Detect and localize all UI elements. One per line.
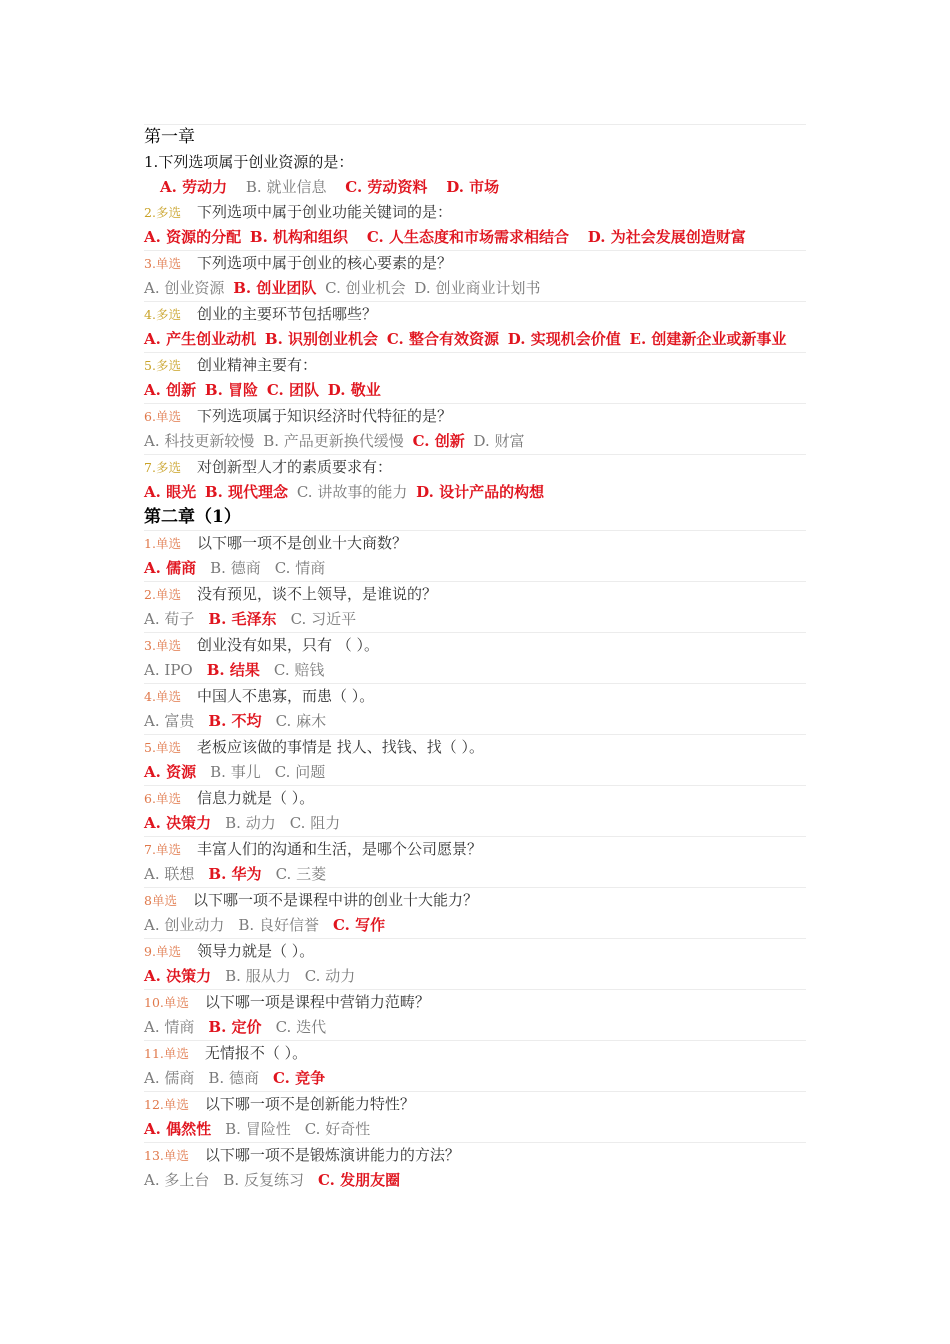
answer-line [144, 811, 806, 837]
question-text: 以下哪一项不是课程中讲的创业十大能力？ [192, 891, 478, 909]
chapter-title: 第一章 [144, 127, 195, 147]
question-number: 2. [144, 587, 156, 602]
answer-line [144, 480, 806, 505]
question-text: 丰富人们的沟通和生活，是哪个公司愿景？ [196, 840, 482, 858]
answer-option: B. 就业信息 [245, 178, 327, 196]
question-number: 12. [144, 1097, 164, 1112]
question-text: 对创新型人才的素质要求有： [196, 458, 392, 476]
question-type-badge: 单选 [155, 256, 181, 271]
answer-option: C. 习近平 [290, 610, 357, 628]
question-number: 1. [144, 153, 159, 171]
answer-option: A. 儒商 [144, 1069, 195, 1087]
answer-option: B. 德商 [208, 1069, 259, 1087]
answer-option: C. 创新 [412, 432, 465, 450]
answer-option: C. 赔钱 [273, 661, 325, 679]
answer-option: B. 毛泽东 [208, 610, 277, 628]
question-line [144, 251, 806, 276]
question-text: 创业精神主要有： [196, 356, 317, 374]
question-line [144, 582, 806, 607]
question-text: 以下哪一项不是创新能力特性？ [204, 1095, 415, 1113]
answer-line [144, 913, 806, 939]
question-text: 以下哪一项是课程中营销力范畴？ [204, 993, 430, 1011]
answer-option: A. 决策力 [144, 814, 212, 832]
answer-option: A. 创新 [144, 381, 197, 399]
question-type-badge: 单选 [163, 1046, 189, 1061]
question-type-badge: 单选 [155, 409, 181, 424]
question-type-badge: 多选 [155, 358, 181, 373]
question-line [144, 837, 806, 862]
answer-option: B. 服从力 [225, 967, 291, 985]
answer-option: C. 阻力 [289, 814, 341, 832]
question-line [144, 633, 806, 658]
chapter-title: 第二章（1） [144, 505, 806, 531]
question-line [144, 404, 806, 429]
answer-option: B. 定价 [208, 1018, 262, 1036]
question-number: 5. [144, 740, 156, 755]
answer-option: C. 情商 [274, 559, 326, 577]
chapter-2-questions [144, 531, 806, 1193]
question-line [144, 302, 806, 327]
answer-option: B. 良好信誉 [238, 916, 319, 934]
answer-option: C. 三菱 [275, 865, 327, 883]
question-type-badge: 单选 [155, 689, 181, 704]
answer-option: A. 劳动力 [160, 178, 228, 196]
answer-option: B. 现代理念 [204, 483, 289, 501]
question-text: 没有预见，谈不上领导，是谁说的？ [196, 585, 437, 603]
question-line [144, 888, 806, 913]
answer-option: C. 竞争 [273, 1069, 326, 1087]
answer-option: C. 创业机会 [325, 279, 406, 297]
answer-option: C. 问题 [274, 763, 326, 781]
question-number: 6. [144, 409, 156, 424]
answer-line [144, 607, 806, 633]
question-type-badge: 单选 [163, 995, 189, 1010]
answer-option: D. 设计产品的构想 [416, 483, 545, 501]
question-text: 下列选项属于知识经济时代特征的是？ [196, 407, 452, 425]
answer-option: B. 不均 [208, 712, 262, 730]
answer-option: B. 识别创业机会 [264, 330, 379, 348]
answer-option: B. 事儿 [210, 763, 261, 781]
question-number: 8 [144, 893, 152, 908]
question-type-badge: 多选 [155, 460, 181, 475]
question-line [144, 1041, 806, 1066]
question-text: 创业没有如果，只有 （ ）。 [196, 636, 379, 654]
answer-option: B. 产品更新换代缓慢 [263, 432, 404, 450]
question-number: 3. [144, 256, 156, 271]
answer-line [144, 429, 806, 455]
question-line [144, 455, 806, 480]
answer-line [144, 276, 806, 302]
answer-line [144, 1066, 806, 1092]
answer-option: C. 发朋友圈 [318, 1171, 401, 1189]
question-text: 下列选项中属于创业功能关键词的是： [196, 203, 452, 221]
answer-option: A. 富贵 [144, 712, 195, 730]
question-line [144, 531, 806, 556]
answer-option: B. 华为 [208, 865, 262, 883]
answer-option: A. 眼光 [144, 483, 197, 501]
answer-option: A. 创业资源 [144, 279, 225, 297]
question-number: 5. [144, 358, 156, 373]
answer-option: B. 结果 [206, 661, 260, 679]
question-line [144, 1143, 806, 1168]
answer-option: A. IPO [144, 661, 193, 679]
question-number: 9. [144, 944, 156, 959]
question-type-badge: 单选 [155, 638, 181, 653]
answer-option: B. 机构和组织 [249, 228, 349, 246]
question-type-badge: 单选 [155, 587, 181, 602]
question-line [144, 200, 806, 225]
answer-option: A. 偶然性 [144, 1120, 212, 1138]
answer-option: D. 创业商业计划书 [414, 279, 541, 297]
question-text: 以下哪一项不是锻炼演讲能力的方法？ [204, 1146, 460, 1164]
answer-option: C. 迭代 [275, 1018, 327, 1036]
answer-option: B. 德商 [210, 559, 261, 577]
answer-option: A. 科技更新较慢 [144, 432, 255, 450]
answer-option: A. 决策力 [144, 967, 212, 985]
answer-line [144, 225, 806, 251]
answer-option: A. 多上台 [144, 1171, 210, 1189]
question-number: 2. [144, 205, 156, 220]
answer-option: D. 敬业 [327, 381, 381, 399]
answer-option: B. 冒险 [204, 381, 259, 399]
question-text: 下列选项中属于创业的核心要素的是？ [196, 254, 452, 272]
answer-line [144, 175, 806, 200]
answer-option: C. 人生态度和市场需求相结合 [366, 228, 569, 246]
answer-line [144, 1015, 806, 1041]
answer-option: C. 整合有效资源 [386, 330, 499, 348]
question-number: 3. [144, 638, 156, 653]
answer-line [144, 709, 806, 735]
document-body [144, 124, 806, 1193]
question-number: 11. [144, 1046, 164, 1061]
question-line [144, 786, 806, 811]
answer-line [144, 862, 806, 888]
question-type-badge: 单选 [155, 740, 181, 755]
question-text: 创业的主要环节包括哪些？ [196, 305, 377, 323]
answer-line [144, 1117, 806, 1143]
answer-option: C. 团队 [266, 381, 319, 399]
question-type-badge: 单选 [163, 1097, 189, 1112]
question-number: 10. [144, 995, 164, 1010]
answer-option: C. 好奇性 [304, 1120, 371, 1138]
answer-option: D. 实现机会价值 [507, 330, 621, 348]
answer-option: A. 资源 [144, 763, 197, 781]
answer-option: C. 讲故事的能力 [296, 483, 408, 501]
question-number: 7. [144, 842, 156, 857]
answer-option: E. 创建新企业或新事业 [629, 330, 787, 348]
answer-line [144, 327, 806, 353]
answer-option: A. 情商 [144, 1018, 195, 1036]
question-text: 信息力就是（ ）。 [196, 789, 315, 807]
question-type-badge: 单选 [155, 944, 181, 959]
question-line [144, 735, 806, 760]
question-text: 以下哪一项不是创业十大商数？ [196, 534, 407, 552]
answer-line [144, 760, 806, 786]
question-number: 4. [144, 689, 156, 704]
answer-option: D. 为社会发展创造财富 [587, 228, 746, 246]
question-type-badge: 单选 [151, 893, 177, 908]
answer-option: A. 荀子 [144, 610, 195, 628]
question-line [144, 939, 806, 964]
question-type-badge: 多选 [155, 307, 181, 322]
answer-line [144, 1168, 806, 1193]
question-number: 4. [144, 307, 156, 322]
answer-option: B. 创业团队 [233, 279, 317, 297]
answer-option: B. 冒险性 [225, 1120, 291, 1138]
answer-option: B. 反复练习 [223, 1171, 304, 1189]
question-type-badge: 多选 [155, 205, 181, 220]
answer-option: C. 写作 [333, 916, 386, 934]
answer-option: A. 产生创业动机 [144, 330, 257, 348]
answer-line [144, 378, 806, 404]
question-number: 6. [144, 791, 156, 806]
question-text: 无情报不（ ）。 [204, 1044, 308, 1062]
answer-option: D. 市场 [446, 178, 500, 196]
answer-option: B. 动力 [225, 814, 276, 832]
answer-line [144, 556, 806, 582]
question-number: 7. [144, 460, 156, 475]
answer-line [144, 964, 806, 990]
question-number: 1. [144, 536, 156, 551]
question-line [144, 1092, 806, 1117]
answer-option: A. 儒商 [144, 559, 197, 577]
question-text: 老板应该做的事情是 找人、找钱、找（ ）。 [196, 738, 484, 756]
question-line [144, 353, 806, 378]
question-type-badge: 单选 [155, 791, 181, 806]
answer-option: C. 劳动资料 [345, 178, 428, 196]
answer-option: C. 麻木 [275, 712, 327, 730]
answer-option: D. 财富 [473, 432, 525, 450]
answer-option: A. 资源的分配 [144, 228, 242, 246]
question-text: 领导力就是（ ）。 [196, 942, 315, 960]
answer-line [144, 658, 806, 684]
question-line [144, 990, 806, 1015]
question-text: 中国人不患寡，而患（ ）。 [196, 687, 375, 705]
question-type-badge: 单选 [155, 842, 181, 857]
answer-option: A. 创业动力 [144, 916, 225, 934]
question-line [144, 684, 806, 709]
answer-option: A. 联想 [144, 865, 195, 883]
question-text: 下列选项属于创业资源的是： [158, 153, 354, 171]
question-type-badge: 单选 [163, 1148, 189, 1163]
question-number: 13. [144, 1148, 164, 1163]
question-line [144, 150, 806, 175]
answer-option: C. 动力 [304, 967, 356, 985]
question-type-badge: 单选 [155, 536, 181, 551]
